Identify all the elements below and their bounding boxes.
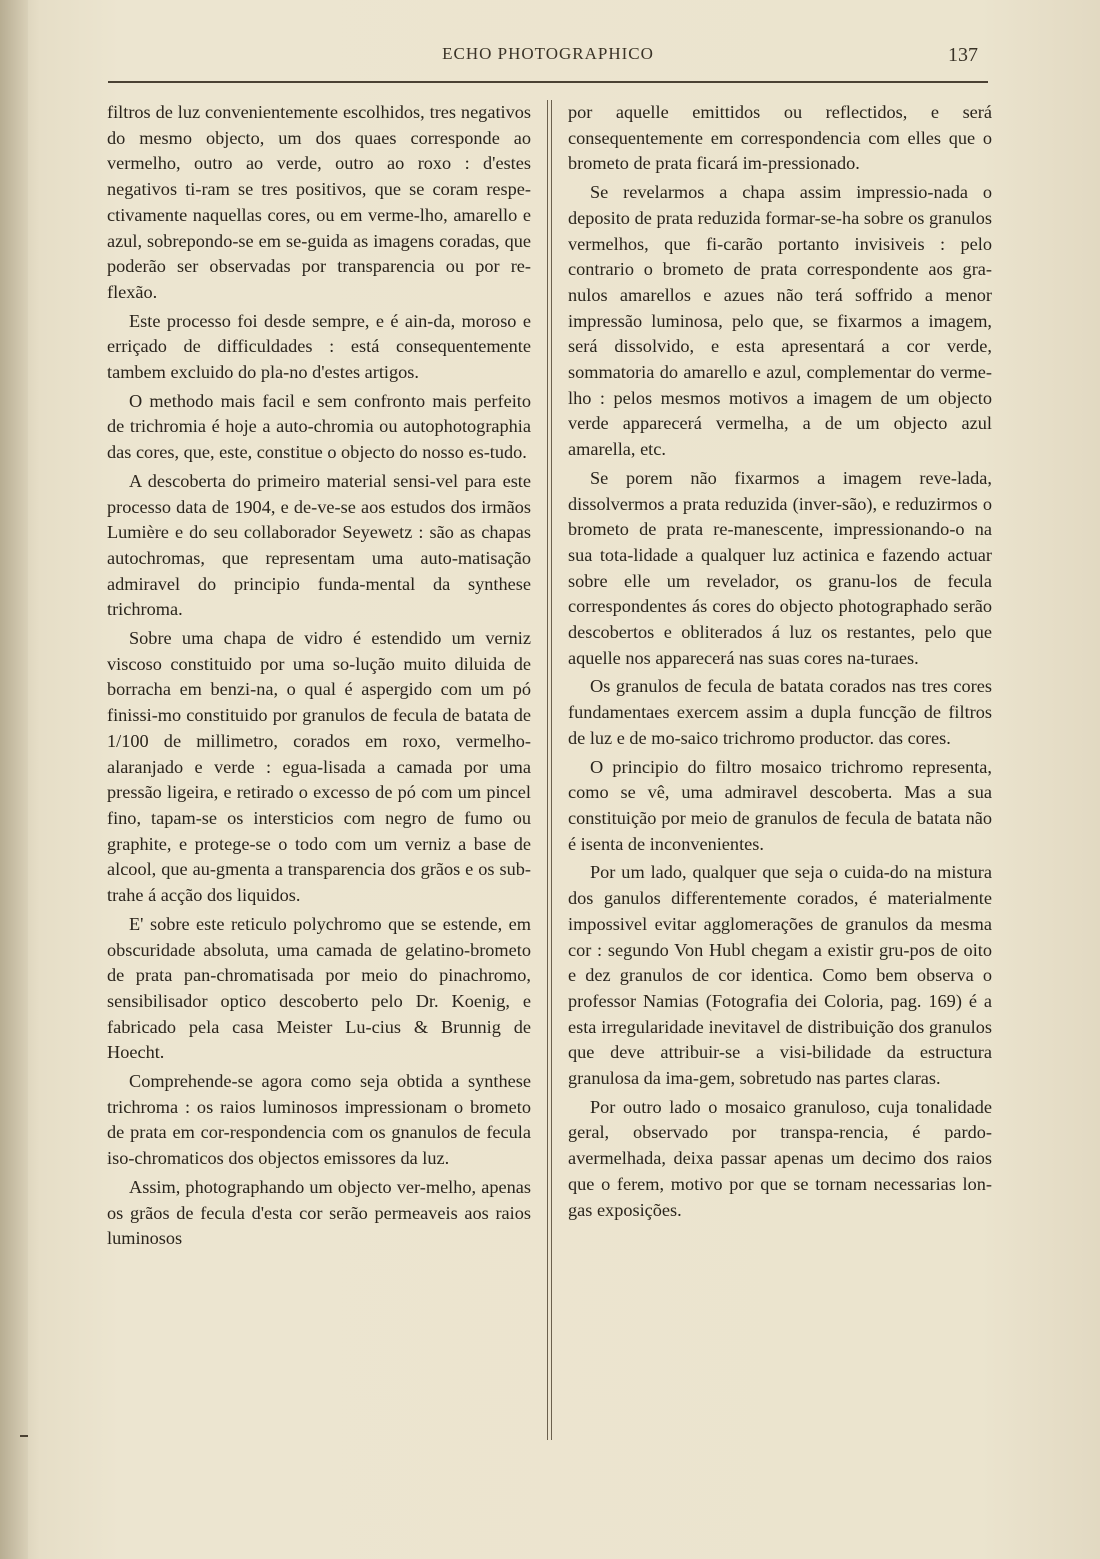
paragraph: Sobre uma chapa de vidro é estendido um verniz viscoso constituido por uma so-lução muito diluida de borracha em benzi-na, o qual é aspergido com um pó finissi-mo constituido por granulos de fecula de batata de 1/100 de millimetro, corados em roxo, vermelho-alaranjado e verde : egua-lisada a camada por uma pressão ligeira, e retirado o excesso de pó com um pincel fino, tapam-se os intersticios com negro de fumo ou graphite, e protege-se o todo com um verniz a base de alcool, que au-gmenta a transparencia dos grãos e os sub-trahe á acção dos liquidos. [107,628,531,906]
paragraph: Os granulos de fecula de batata corados nas tres cores fundamentaes exercem assim a dupla funcção de filtros de luz e de mo-saico trichromo productor. das cores. [568,676,992,748]
column-divider [547,100,552,1440]
paragraph: A descoberta do primeiro material sensi-vel para este processo data de 1904, e de-ve-se aos estudos dos irmãos Lumière e do seu collaborador Seyewetz : são as chapas autochromas, que representam uma auto-matisação admiravel do principio funda-mental da synthese trichroma. [107,470,531,620]
paragraph: Este processo foi desde sempre, e é ain-da, moroso e erriçado de difficuldades : está consequentemente tambem excluido do pla-no d'estes artigos. [107,310,531,383]
paragraph: filtros de luz convenientemente escolhidos, tres negativos do mesmo objecto, um dos quaes corresponde ao vermelho, outro ao verde, outro ao roxo : d'estes negativos ti-ram se tres positivos, que se coram respe-ctivamente naquellas cores, ou em verme-lho, amarello e azul, sobrepondo-se em se-guida as imagens coradas, que poderão ser observadas por transparencia ou por re-flexão. [107,102,531,302]
page-number: 137 [948,44,978,66]
paragraph: Se porem não fixarmos a imagem reve-lada, dissolvermos a prata reduzida (inver-são), e reduzirmos o brometo de prata re-manescente, impressionando-o na sua tota-lidade a qualquer luz actinica e fazendo actuar sobre elle um revelador, os granu-los de fecula correspondentes ás cores do objecto photographado serão descobertos e obliterados á luz os restantes, pelo que aquelle nos apparecerá nas suas cores na-turaes. [568,467,992,668]
header-rule [108,81,988,83]
paragraph: Por um lado, qualquer que seja o cuida-do na mistura dos ganulos differentemente corados, é materialmente impossivel evitar agglomerações de granulos da mesma cor : segundo Von Hubl chegam a existir gru-pos de oito e dez granulos de cor identica. Como bem observa o professor Namias (Fotografia dei Coloria, pag. 169) é a esta irregularidade inevitavel de distribuição dos granulos que deve attribuir-se a visi-bilidade da estructura granulosa da ima-gem, sobretudo nas partes claras. [568,862,992,1089]
journal-title: ECHO PHOTOGRAPHICO [442,44,654,63]
paragraph: por aquelle emittidos ou reflectidos, e será consequentemente em correspondencia com elles que o brometo de prata ficará im-pressionado. [568,102,992,174]
paragraph: E' sobre este reticulo polychromo que se estende, em obscuridade absoluta, uma camada de gelatino-brometo de prata pan-chromatisada por meio do pinachromo, sensibilisador optico descoberto pelo Dr. Koenig, e fabricado pela casa Meister Lu-cius & Brunnig de Hoecht. [107,913,531,1063]
paragraph: O principio do filtro mosaico trichromo representa, como se vê, uma admiravel descoberta. Mas a sua constituição por meio de granulos de fecula de batata não é isenta de inconvenientes. [568,756,992,854]
right-column [568,100,992,1226]
paragraph: O methodo mais facil e sem confronto mais perfeito de trichromia é hoje a auto-chromia ou autophotographia das cores, que, este, constitue o objecto do nosso es-tudo. [107,390,531,463]
running-header [108,44,988,78]
page-binding-shadow [0,0,28,1559]
paragraph: Se revelarmos a chapa assim impressio-nada o deposito de prata reduzida formar-se-ha sobre os granulos vermelhos, que fi-carão portanto invisiveis : pelo contrario o brometo de prata correspondente aos gra-nulos amarellos e azues não terá soffrido a menor impressão luminosa, pelo que, se fixarmos a imagem, será dissolvido, e esta apresentará a cor verde, sommatoria do amarello e azul, complementar do verme-lho : pelos mesmos motivos a imagem de um objecto verde apparecerá vermelha, a de um objecto azul amarella, etc. [568,182,992,460]
paragraph: Assim, photographando um objecto ver-melho, apenas os grãos de fecula d'esta cor serão permeaveis aos raios luminosos [107,1176,531,1249]
left-column [107,100,531,1255]
paragraph: Comprehende-se agora como seja obtida a synthese trichroma : os raios luminosos impressionam o brometo de prata em cor-respondencia com os gnanulos de fecula iso-chromaticos dos objectos emissores da luz. [107,1071,531,1169]
paragraph: Por outro lado o mosaico granuloso, cuja tonalidade geral, observado por transpa-rencia, é pardo-avermelhada, deixa passar apenas um decimo dos raios que o ferem, motivo por que se tornam necessarias lon-gas exposições. [568,1096,992,1220]
margin-mark [20,1435,28,1437]
